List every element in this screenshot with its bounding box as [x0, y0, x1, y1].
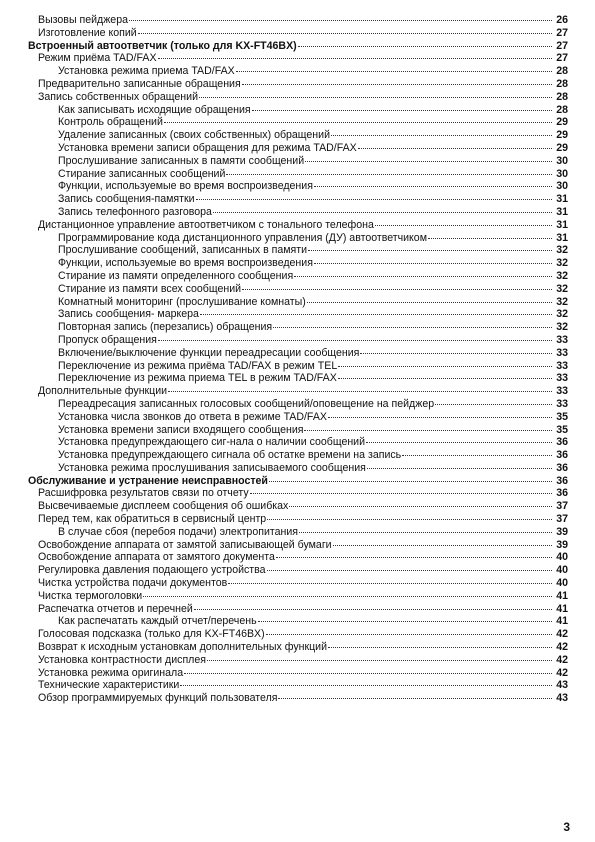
toc-entry	[28, 180, 568, 193]
toc-page-number: 33	[556, 385, 568, 398]
toc-entry	[28, 615, 568, 628]
toc-entry-title: Возврат к исходным установкам дополнительных функций	[38, 641, 328, 654]
dot-leader	[226, 174, 552, 175]
toc-page-number: 36	[556, 436, 568, 449]
toc-page-number: 41	[556, 615, 568, 628]
dot-leader	[138, 33, 552, 34]
toc-page-number: 39	[556, 525, 568, 538]
toc-entry	[28, 372, 568, 385]
toc-entry	[28, 14, 568, 27]
toc-entry-title: Обслуживание и устранение неисправностей	[28, 474, 268, 487]
toc-entry	[28, 168, 568, 181]
toc-entry-title: Функции, используемые во время воспроизведения	[58, 257, 313, 270]
toc-page-number: 40	[556, 577, 568, 590]
dot-leader	[180, 685, 552, 686]
toc-page-number: 30	[556, 154, 568, 167]
toc-page-number: 27	[556, 52, 568, 65]
toc-entry-title: Чистка устройства подачи документов	[38, 577, 228, 590]
toc-entry	[28, 692, 568, 705]
dot-leader	[338, 366, 552, 367]
toc-entry-title: Контроль обращений	[58, 116, 163, 129]
toc-entry-title: Установка режима прослушивания записываемого сообщения	[58, 461, 366, 474]
dot-leader	[299, 532, 552, 533]
toc-entry	[28, 667, 568, 680]
toc-page-number: 39	[556, 538, 568, 551]
toc-entry-title: Регулировка давления подающего устройства	[38, 564, 266, 577]
toc-page-number: 32	[556, 295, 568, 308]
toc-entry-title: Установка времени записи входящего сообщения	[58, 423, 304, 436]
dot-leader	[314, 186, 552, 187]
toc-entry-title: Перед тем, как обратиться в сервисный центр	[38, 513, 267, 526]
toc-page-number: 43	[556, 692, 568, 705]
dot-leader	[338, 378, 552, 379]
toc-entry	[28, 27, 568, 40]
toc-entry-title: Как распечатать каждый отчет/перечень	[58, 615, 257, 628]
dot-leader	[278, 698, 552, 699]
dot-leader	[360, 353, 552, 354]
toc-entry-title: Освобождение аппарата от замятой записывающей бумаги	[38, 538, 332, 551]
toc-entry-title: Запись сообщения- маркера	[58, 308, 199, 321]
dot-leader	[307, 302, 552, 303]
toc-entry	[28, 308, 568, 321]
toc-entry	[28, 219, 568, 232]
dot-leader	[314, 263, 552, 264]
toc-entry-title: Запись сообщения-памятки	[58, 193, 195, 206]
dot-leader	[358, 148, 552, 149]
toc-entry-title: Расшифровка результатов связи по отчету	[38, 487, 249, 500]
toc-entry-title: Установка времени записи обращения для режима TAD/FAX	[58, 141, 357, 154]
toc-entry-title: Встроенный автоответчик (только для KX-FT46BX)	[28, 39, 297, 52]
dot-leader	[276, 557, 552, 558]
toc-entry	[28, 232, 568, 245]
toc-entry-title: Распечатка отчетов и перечней	[38, 602, 193, 615]
toc-page-number: 28	[556, 103, 568, 116]
toc-entry-title: Установка контрастности дисплея	[38, 653, 206, 666]
toc-entry	[28, 347, 568, 360]
toc-page-number: 33	[556, 397, 568, 410]
dot-leader	[289, 506, 552, 507]
toc-entry-title: Установка режима приема TAD/FAX	[58, 65, 235, 78]
toc-entry-title: В случае сбоя (перебоя подачи) электропитания	[58, 525, 298, 538]
toc-entry	[28, 398, 568, 411]
toc-entry-title: Установка предупреждающего сигнала об остатке времени на запись	[58, 449, 402, 462]
toc-entry-title: Стирание из памяти определенного сообщения	[58, 269, 294, 282]
toc-entry-title: Пропуск обращения	[58, 333, 157, 346]
toc-entry	[28, 487, 568, 500]
toc-page-number: 27	[556, 26, 568, 39]
toc-page-number: 27	[556, 39, 568, 52]
dot-leader	[333, 545, 552, 546]
toc-entry-title: Голосовая подсказка (только для KX-FT46BX)	[38, 628, 265, 641]
toc-entry	[28, 334, 568, 347]
toc-entry-title: Стирание записанных сообщений	[58, 167, 226, 180]
toc-page-number: 30	[556, 167, 568, 180]
toc-page-number: 26	[556, 14, 568, 26]
toc-page-number: 28	[556, 90, 568, 103]
toc-entry	[28, 244, 568, 257]
dot-leader	[273, 327, 552, 328]
toc-entry	[28, 577, 568, 590]
toc-entry-title: Программирование кода дистанционного управления (ДУ) автоответчиком	[58, 231, 427, 244]
dot-leader	[328, 647, 552, 648]
toc-page-number: 28	[556, 65, 568, 78]
toc-page-number: 42	[556, 628, 568, 641]
toc-entry	[28, 551, 568, 564]
toc-entry	[28, 526, 568, 539]
toc-entry-title: Как записывать исходящие обращения	[58, 103, 251, 116]
toc-entry	[28, 590, 568, 603]
toc-entry-title: Изготовление копий	[38, 26, 137, 39]
toc-entry-title: Установка режима оригинала	[38, 666, 184, 679]
dot-leader	[294, 276, 552, 277]
toc-page-number: 30	[556, 180, 568, 193]
toc-entry-title: Освобождение аппарата от замятого документа	[38, 551, 275, 564]
dot-leader	[242, 289, 552, 290]
toc-entry-title: Чистка термоголовки	[38, 589, 143, 602]
toc-page-number: 31	[556, 193, 568, 206]
dot-leader	[305, 161, 552, 162]
toc-page-number: 28	[556, 77, 568, 90]
toc-entry-title: Предварительно записанные обращения	[38, 77, 241, 90]
toc-entry	[28, 52, 568, 65]
toc-entry-title: Переадресация записанных голосовых сообщений/оповещение на пейджер	[58, 397, 435, 410]
toc-page-number: 32	[556, 282, 568, 295]
toc-entry	[28, 155, 568, 168]
toc-entry	[28, 564, 568, 577]
dot-leader	[213, 212, 552, 213]
dot-leader	[267, 570, 552, 571]
toc-entry	[28, 654, 568, 667]
dot-leader	[366, 442, 552, 443]
toc-entry-title: Удаление записанных (своих собственных) обращений	[58, 129, 330, 142]
dot-leader	[129, 20, 552, 21]
dot-leader	[435, 404, 552, 405]
toc-entry	[28, 603, 568, 616]
toc-page-number: 31	[556, 205, 568, 218]
toc-entry-title: Дистанционное управление автоответчиком с тонального телефона	[38, 218, 374, 231]
toc-entry-title: Прослушивание сообщений, записанных в памяти	[58, 244, 308, 257]
toc-page-number: 40	[556, 551, 568, 564]
toc-entry	[28, 449, 568, 462]
toc-page-number: 29	[556, 141, 568, 154]
toc-entry-title: Повторная запись (перезапись) обращения	[58, 321, 273, 334]
dot-leader	[236, 71, 552, 72]
toc-entry-title: Переключение из режима приема TEL в режим TAD/FAX	[58, 372, 337, 385]
toc-entry	[28, 500, 568, 513]
toc-page-number: 41	[556, 602, 568, 615]
dot-leader	[331, 135, 552, 136]
toc-entry	[28, 462, 568, 475]
toc-entry	[28, 193, 568, 206]
toc-page-number: 32	[556, 244, 568, 257]
toc-page-number: 37	[556, 513, 568, 526]
toc-entry-title: Установка предупреждающего сиг-нала о наличии сообщений	[58, 436, 366, 449]
toc-entry-title: Обзор программируемых функций пользователя	[38, 692, 278, 705]
toc-page-number: 41	[556, 589, 568, 602]
page-number: 3	[563, 820, 570, 834]
toc-entry-title: Дополнительные функции	[38, 385, 168, 398]
dot-leader	[250, 493, 552, 494]
dot-leader	[164, 122, 552, 123]
dot-leader	[308, 250, 552, 251]
toc-page-number: 33	[556, 333, 568, 346]
toc-entry	[28, 321, 568, 334]
toc-page-number: 29	[556, 116, 568, 129]
toc-entry-title: Прослушивание записанных в памяти сообщений	[58, 154, 305, 167]
toc-entry-title: Режим приёма TAD/FAX	[38, 52, 157, 65]
dot-leader	[304, 430, 552, 431]
toc-entry-title: Вызовы пейджера	[38, 14, 128, 26]
toc-entry	[28, 411, 568, 424]
dot-leader	[298, 46, 552, 47]
toc-entry	[28, 641, 568, 654]
dot-leader	[269, 481, 552, 482]
toc-entry	[28, 628, 568, 641]
toc-entry-title: Комнатный мониторинг (прослушивание комнаты)	[58, 295, 306, 308]
toc-page-number: 33	[556, 372, 568, 385]
toc-page-number: 35	[556, 423, 568, 436]
toc-section-heading	[28, 40, 568, 53]
table-of-contents	[28, 14, 568, 705]
dot-leader	[266, 634, 552, 635]
toc-entry-title: Функции, используемые во время воспроизведения	[58, 180, 313, 193]
dot-leader	[207, 660, 552, 661]
toc-entry	[28, 424, 568, 437]
dot-leader	[258, 621, 552, 622]
toc-entry	[28, 283, 568, 296]
toc-page-number: 36	[556, 449, 568, 462]
toc-entry-title: Запись телефонного разговора	[58, 205, 212, 218]
toc-page-number: 31	[556, 231, 568, 244]
toc-page-number: 32	[556, 321, 568, 334]
toc-entry	[28, 257, 568, 270]
toc-page-number: 37	[556, 500, 568, 513]
dot-leader	[200, 314, 552, 315]
toc-entry-title: Переключение из режима приёма TAD/FAX в режим TEL	[58, 359, 338, 372]
dot-leader	[367, 468, 552, 469]
dot-leader	[328, 417, 552, 418]
toc-page-number: 40	[556, 564, 568, 577]
toc-page-number: 36	[556, 474, 568, 487]
dot-leader	[199, 97, 552, 98]
dot-leader	[184, 673, 552, 674]
toc-entry	[28, 91, 568, 104]
toc-page-number: 29	[556, 129, 568, 142]
dot-leader	[194, 609, 552, 610]
toc-entry	[28, 513, 568, 526]
toc-entry	[28, 116, 568, 129]
dot-leader	[143, 596, 552, 597]
toc-page-number: 33	[556, 359, 568, 372]
toc-page-number: 35	[556, 410, 568, 423]
toc-page-number: 42	[556, 641, 568, 654]
toc-entry	[28, 296, 568, 309]
toc-entry	[28, 679, 568, 692]
dot-leader	[428, 238, 552, 239]
dot-leader	[402, 455, 552, 456]
toc-entry	[28, 385, 568, 398]
dot-leader	[158, 340, 552, 341]
dot-leader	[242, 84, 552, 85]
toc-entry-title: Технические характеристики	[38, 679, 180, 692]
toc-page-number: 32	[556, 257, 568, 270]
dot-leader	[252, 110, 552, 111]
toc-page-number: 36	[556, 487, 568, 500]
dot-leader	[168, 391, 552, 392]
dot-leader	[267, 519, 552, 520]
toc-page-number: 36	[556, 461, 568, 474]
toc-entry	[28, 539, 568, 552]
toc-entry-title: Запись собственных обращений	[38, 90, 198, 103]
toc-entry	[28, 78, 568, 91]
toc-section-heading	[28, 475, 568, 488]
dot-leader	[375, 225, 552, 226]
toc-entry-title: Установка числа звонков до ответа в режиме TAD/FAX	[58, 410, 327, 423]
toc-entry	[28, 142, 568, 155]
toc-page-number: 43	[556, 679, 568, 692]
toc-entry-title: Включение/выключение функции переадресации сообщения	[58, 346, 360, 359]
toc-page-number: 32	[556, 269, 568, 282]
toc-page-number: 33	[556, 346, 568, 359]
toc-entry	[28, 270, 568, 283]
toc-entry	[28, 65, 568, 78]
toc-entry-title: Стирание из памяти всех сообщений	[58, 282, 242, 295]
dot-leader	[228, 583, 552, 584]
toc-entry	[28, 129, 568, 142]
toc-page-number: 42	[556, 653, 568, 666]
toc-page-number: 32	[556, 308, 568, 321]
dot-leader	[158, 58, 552, 59]
toc-page-number: 42	[556, 666, 568, 679]
toc-entry	[28, 360, 568, 373]
dot-leader	[196, 199, 552, 200]
toc-entry-title: Высвечиваемые дисплеем сообщения об ошибках	[38, 500, 289, 513]
toc-entry	[28, 436, 568, 449]
toc-entry	[28, 206, 568, 219]
toc-entry	[28, 104, 568, 117]
toc-page-number: 31	[556, 218, 568, 231]
